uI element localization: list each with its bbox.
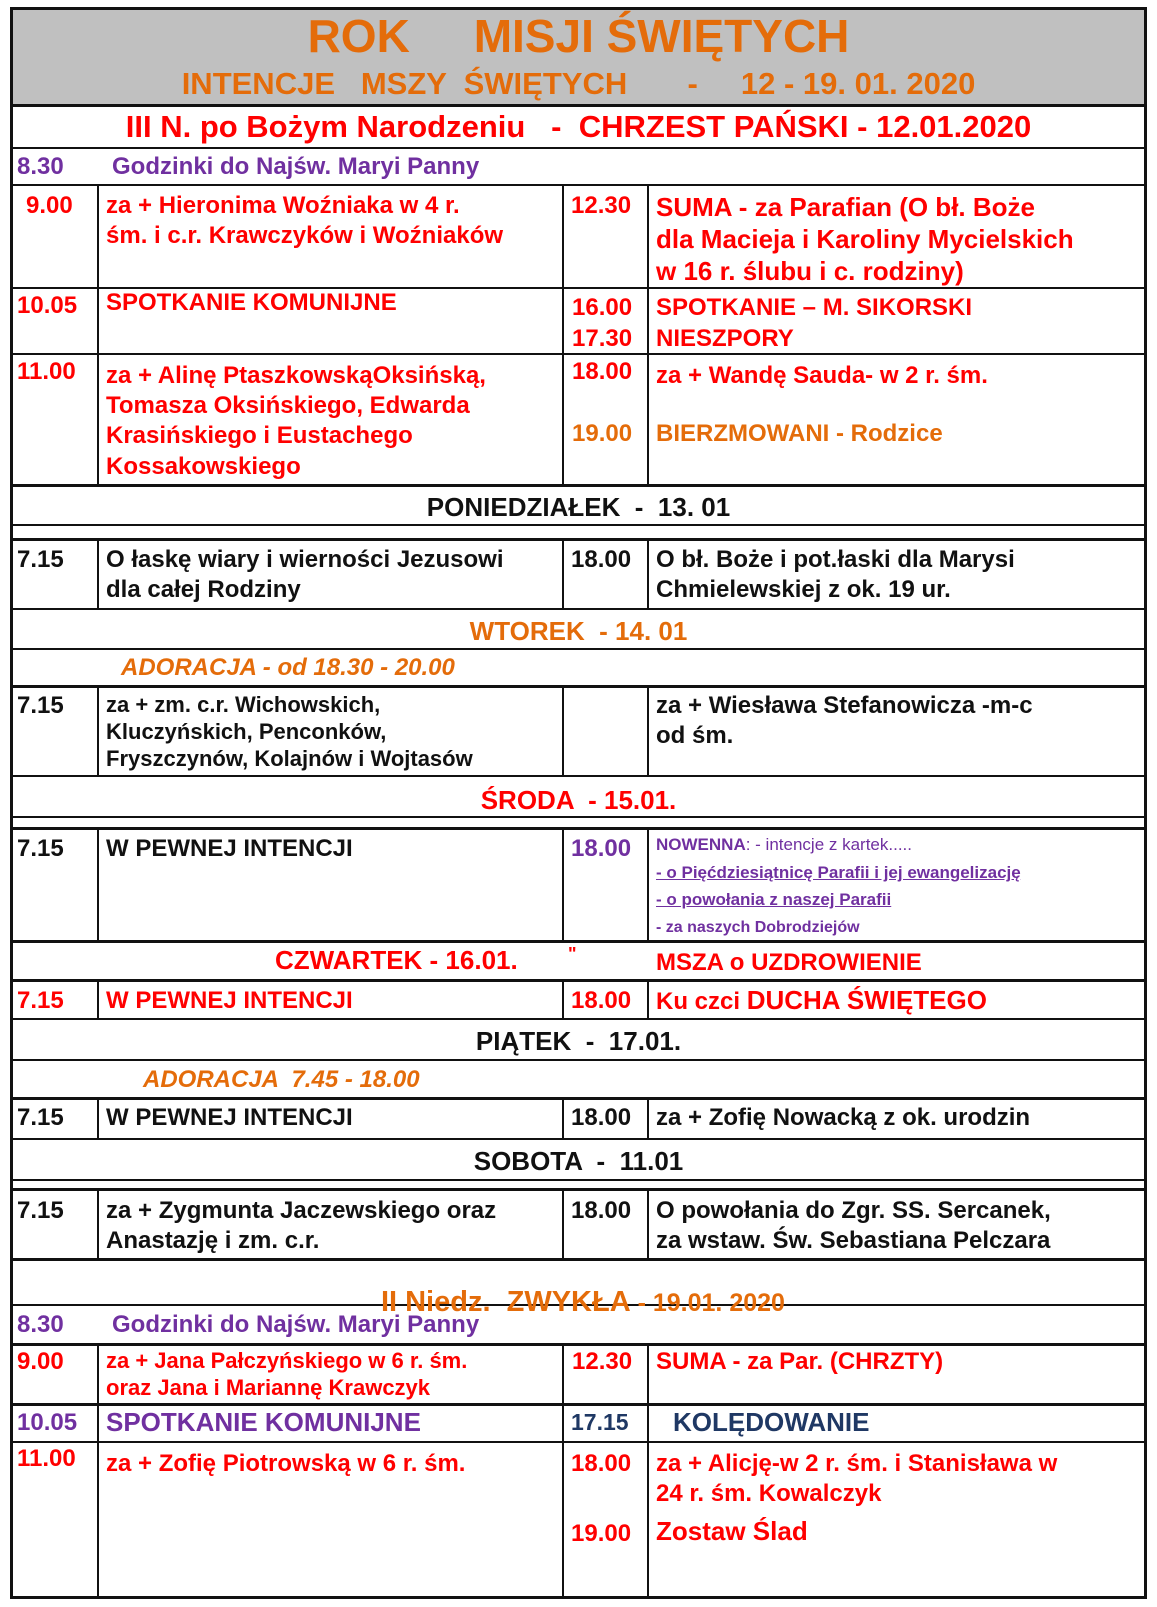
row-divider bbox=[10, 1441, 1147, 1443]
mass-time: 9.00 bbox=[17, 1348, 64, 1375]
mass-intention-b: DUCHA ŚWIĘTEGO bbox=[746, 985, 987, 1015]
row-divider bbox=[10, 608, 1147, 610]
mass-time: 18.00 bbox=[571, 1450, 632, 1477]
row-divider bbox=[10, 1403, 1147, 1406]
mass-time: 11.00 bbox=[17, 1445, 76, 1472]
mass-intention: O łaskę wiary i wierności Jezusowi bbox=[106, 546, 504, 573]
mass-time: 8.30 bbox=[17, 1311, 64, 1338]
mass-time: 12.30 bbox=[571, 192, 632, 219]
row-divider bbox=[10, 1343, 1147, 1346]
col-divider bbox=[647, 1189, 649, 1258]
mass-intention: Godzinki do Najśw. Maryi Panny bbox=[112, 153, 480, 180]
mass-intention: za + Alinę PtaszkowskąOksińską, bbox=[106, 362, 486, 389]
mass-intention: SPOTKANIE – M. SIKORSKI bbox=[656, 294, 973, 321]
col-divider bbox=[562, 828, 564, 940]
col-divider bbox=[97, 539, 99, 608]
day-heading: WTOREK - 14. 01 bbox=[469, 616, 688, 646]
mass-time: 9.00 bbox=[26, 192, 73, 219]
mass-intention: za + zm. c.r. Wichowskich, bbox=[106, 692, 381, 717]
mass-time: 17.30 bbox=[572, 325, 633, 352]
mass-intention: za + Zofię Piotrowską w 6 r. śm. bbox=[106, 1450, 466, 1477]
mass-time: 19.00 bbox=[571, 1520, 632, 1547]
page-subtitle: INTENCJE MSZY ŚWIĘTYCH - 12 - 19. 01. 2020 bbox=[181, 66, 976, 101]
col-divider bbox=[97, 1098, 99, 1138]
col-divider bbox=[562, 1344, 564, 1598]
adoracja-note: ADORACJA - od 18.30 - 20.00 bbox=[121, 654, 455, 681]
mass-time: 7.15 bbox=[17, 987, 64, 1014]
mass-time: 19.00 bbox=[572, 420, 633, 447]
mass-intention: za + Hieronima Woźniaka w 4 r. bbox=[106, 192, 460, 219]
mass-intention: Kossakowskiego bbox=[106, 453, 301, 480]
mass-intention: W PEWNEJ INTENCJI bbox=[106, 835, 353, 862]
mass-time: 10.05 bbox=[17, 1409, 78, 1436]
mass-intention: Zostaw Ślad bbox=[656, 1516, 808, 1546]
mass-intention-a: Ku czci bbox=[656, 988, 747, 1015]
mass-intention: W PEWNEJ INTENCJI bbox=[106, 1104, 353, 1131]
row-divider bbox=[10, 1097, 1147, 1100]
mass-time: 7.15 bbox=[17, 835, 64, 862]
mass-intention: za + Wiesława Stefanowicza -m-c bbox=[656, 692, 1033, 719]
mass-intention: SUMA - za Par. (CHRZTY) bbox=[656, 1348, 944, 1375]
row-divider bbox=[10, 685, 1147, 688]
col-divider bbox=[97, 1344, 99, 1598]
col-divider bbox=[647, 185, 649, 484]
col-divider bbox=[562, 686, 564, 775]
mass-time: 16.00 bbox=[572, 294, 633, 321]
col-divider bbox=[97, 1189, 99, 1258]
day-heading: ŚRODA - 15.01. bbox=[480, 785, 677, 815]
mass-intention: Fryszczynów, Kolajnów i Wojtasów bbox=[106, 746, 473, 771]
mass-time: 7.15 bbox=[17, 692, 64, 719]
row-divider bbox=[10, 147, 1147, 149]
adoracja-note: ADORACJA 7.45 - 18.00 bbox=[143, 1066, 420, 1093]
mass-intention: za wstaw. Św. Sebastiana Pelczara bbox=[656, 1227, 1051, 1254]
mass-intention: SPOTKANIE KOMUNIJNE bbox=[106, 1407, 421, 1437]
mass-time: 12.30 bbox=[572, 1348, 633, 1375]
mass-intention: NIESZPORY bbox=[656, 325, 794, 352]
mass-intention: za + Zygmunta Jaczewskiego oraz bbox=[106, 1197, 497, 1224]
col-divider bbox=[647, 686, 649, 775]
nowenna-intention: - o Pięćdziesiątnicę Parafii i jej ewangelizację bbox=[656, 863, 1021, 882]
mass-time: 10.05 bbox=[17, 292, 78, 319]
mass-intention: O powołania do Zgr. SS. Sercanek, bbox=[656, 1197, 1051, 1224]
row-divider bbox=[10, 104, 1147, 107]
col-divider bbox=[97, 185, 99, 484]
mass-time: 18.00 bbox=[572, 358, 633, 385]
row-divider bbox=[10, 1059, 1147, 1061]
day-heading: PIĄTEK - 17.01. bbox=[475, 1026, 682, 1056]
row-divider bbox=[10, 538, 1147, 541]
mass-intention: dla całej Rodziny bbox=[106, 576, 301, 603]
nowenna-intention: - o powołania z naszej Parafii bbox=[656, 890, 892, 909]
col-divider bbox=[647, 1098, 649, 1138]
day-heading: PONIEDZIAŁEK - 13. 01 bbox=[426, 492, 731, 522]
mass-intention bbox=[656, 985, 987, 1017]
mass-intention: SUMA - za Parafian (O bł. Boże bbox=[656, 192, 1035, 222]
mass-intention: za + Wandę Sauda- w 2 r. śm. bbox=[656, 362, 988, 389]
section-heading: III N. po Bożym Narodzeniu - CHRZEST PAŃSKI - 12.01.2020 bbox=[125, 109, 1032, 144]
col-divider bbox=[97, 980, 99, 1018]
mass-intention: Krasińskiego i Eustachego bbox=[106, 422, 413, 449]
col-divider bbox=[647, 1344, 649, 1598]
day-heading: CZWARTEK - 16.01. bbox=[275, 945, 518, 975]
nowenna-rest: : - intencje z kartek..... bbox=[745, 835, 912, 854]
row-divider bbox=[10, 648, 1147, 650]
mass-intention: Chmielewskiej z ok. 19 ur. bbox=[656, 576, 951, 603]
mass-time: 18.00 bbox=[571, 987, 632, 1014]
row-divider bbox=[10, 816, 1147, 818]
nowenna-label: NOWENNA bbox=[656, 835, 746, 854]
row-divider bbox=[10, 184, 1147, 186]
row-divider bbox=[10, 979, 1147, 982]
row-divider bbox=[10, 1188, 1147, 1191]
mass-intention: SPOTKANIE KOMUNIJNE bbox=[106, 289, 397, 316]
mass-intention: oraz Jana i Mariannę Krawczyk bbox=[106, 1375, 431, 1400]
mass-intention: BIERZMOWANI - Rodzice bbox=[656, 420, 943, 447]
page-title: ROK MISJI ŚWIĘTYCH bbox=[307, 10, 850, 62]
mass-intention: śm. i c.r. Krawczyków i Woźniaków bbox=[106, 222, 504, 249]
row-divider bbox=[10, 1018, 1147, 1020]
col-divider bbox=[562, 1098, 564, 1138]
mass-intention: O bł. Boże i pot.łaski dla Marysi bbox=[656, 546, 1015, 573]
col-divider bbox=[647, 539, 649, 608]
mass-intention: Godzinki do Najśw. Maryi Panny bbox=[112, 1311, 480, 1338]
quote-mark: " bbox=[568, 944, 577, 964]
col-divider bbox=[647, 828, 649, 940]
mass-time: 18.00 bbox=[571, 1104, 632, 1131]
row-divider bbox=[10, 827, 1147, 830]
mass-intention: Anastazję i zm. c.r. bbox=[106, 1227, 320, 1254]
mass-time: 18.00 bbox=[571, 1197, 632, 1224]
row-divider bbox=[10, 940, 1147, 943]
row-divider bbox=[10, 1138, 1147, 1140]
col-divider bbox=[97, 828, 99, 940]
nowenna-intention: - za naszych Dobrodziejów bbox=[656, 919, 860, 936]
mass-intention: od śm. bbox=[656, 722, 734, 749]
special-mass: MSZA o UZDROWIENIE bbox=[656, 949, 922, 976]
section-heading-a: II Niedz. ZWYKŁA bbox=[380, 1286, 631, 1319]
mass-intention: 24 r. śm. Kowalczyk bbox=[656, 1480, 882, 1507]
mass-intention: za + Alicję-w 2 r. śm. i Stanisława w bbox=[656, 1450, 1058, 1477]
mass-time: 7.15 bbox=[17, 546, 64, 573]
col-divider bbox=[562, 980, 564, 1018]
mass-intention: Kluczyńskich, Penconków, bbox=[106, 719, 387, 744]
mass-intention: w 16 r. ślubu i c. rodziny) bbox=[656, 256, 964, 286]
mass-intention: W PEWNEJ INTENCJI bbox=[106, 987, 353, 1014]
col-divider bbox=[562, 539, 564, 608]
row-divider bbox=[10, 775, 1147, 777]
col-divider bbox=[97, 686, 99, 775]
mass-intention: za + Jana Pałczyńskiego w 6 r. śm. bbox=[106, 1348, 468, 1373]
row-divider bbox=[10, 1179, 1147, 1181]
day-heading: SOBOTA - 11.01 bbox=[473, 1146, 684, 1176]
mass-intention: za + Zofię Nowacką z ok. urodzin bbox=[656, 1104, 1031, 1131]
row-divider bbox=[10, 484, 1147, 487]
col-divider bbox=[562, 185, 564, 484]
col-divider bbox=[562, 1189, 564, 1258]
mass-time: 11.00 bbox=[17, 358, 76, 385]
mass-time: 18.00 bbox=[571, 546, 632, 573]
mass-intention: KOLĘDOWANIE bbox=[673, 1407, 870, 1437]
mass-time: 7.15 bbox=[17, 1197, 64, 1224]
mass-time: 8.30 bbox=[17, 153, 64, 180]
nowenna-line bbox=[656, 835, 912, 855]
mass-intention: dla Macieja i Karoliny Mycielskich bbox=[656, 224, 1074, 254]
row-divider bbox=[10, 1258, 1147, 1261]
col-divider bbox=[647, 980, 649, 1018]
mass-time: 17.15 bbox=[571, 1409, 629, 1435]
mass-time: 18.00 bbox=[571, 835, 632, 862]
mass-time: 7.15 bbox=[17, 1104, 64, 1131]
mass-intention: Tomasza Oksińskiego, Edwarda bbox=[106, 392, 470, 419]
section-heading-b: - 19.01. 2020 bbox=[630, 1289, 785, 1318]
row-divider bbox=[10, 524, 1147, 526]
